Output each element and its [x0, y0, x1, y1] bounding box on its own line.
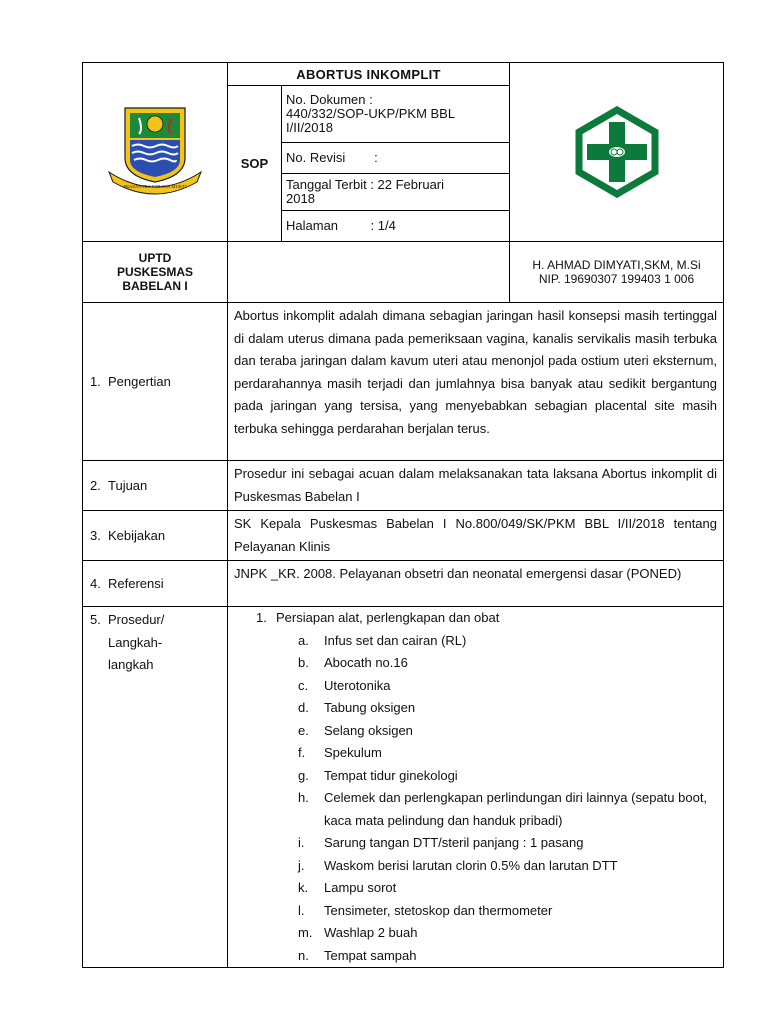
emblem-motto: PRASANTRA WIBAWA MUKTI: [123, 184, 187, 189]
list-item: [234, 900, 717, 923]
regency-emblem-icon: [103, 102, 207, 202]
section-text-tujuan: Prosedur ini sebagai acuan dalam melaksanakan tata laksana Abortus inkomplit di Puskesmas Babelan I: [228, 461, 724, 511]
list-item-letter: m.: [298, 925, 313, 940]
list-item-text: Tensimeter, stetoskop dan thermometer: [324, 902, 553, 918]
list-item-text: Uterotonika: [324, 677, 391, 693]
list-item-text: Infus set dan cairan (RL): [324, 632, 467, 648]
section-label-referensi: 4. Referensi: [83, 561, 228, 607]
list-item-text: Abocath no.16: [324, 655, 408, 670]
list-item-text: Tabung oksigen: [324, 700, 416, 715]
section-text-pengertian: Abortus inkomplit adalah dimana sebagian jaringan hasil konsepsi masih tertinggal di dalam uterus dimana pada pemeriksaan vagina, kanalis servikalis masih terbuka dan teraba jaringan dalam kavum uteri atau menonjol pada ostium uteri eksternum, perdarahannya masih terjadi dan jumlahnya bisa banyak atau sedikit bergantung pada jaringan yang tersisa, yang menyebabkan sebagian placental site masih terbuka sehingga perdarahan berjalan terus.: [228, 303, 724, 461]
document-title: ABORTUS INKOMPLIT: [228, 63, 510, 86]
list-item: [234, 675, 717, 698]
page-number: Halaman : 1/4: [282, 211, 510, 242]
org-line-1: UPTD: [138, 251, 172, 265]
signatory-nip: NIP. 19690307 199403 1 006: [538, 272, 695, 286]
section-label-tujuan: 2. Tujuan: [83, 461, 228, 511]
list-item: [234, 742, 717, 765]
list-item: [234, 787, 717, 832]
list-item: [234, 877, 717, 900]
list-item-letter: a.: [298, 632, 309, 648]
list-item: [234, 855, 717, 878]
section-text-kebijakan: SK Kepala Puskesmas Babelan I No.800/049/SK/PKM BBL I/II/2018 tentang Pelayanan Klinis: [228, 511, 724, 561]
procedure-content: [228, 607, 724, 968]
equipment-list: [234, 630, 717, 968]
section-label-pengertian: 1. Pengertian: [83, 303, 228, 461]
list-item-letter: g.: [298, 767, 309, 783]
list-item-letter: l.: [298, 902, 305, 918]
section-label-prosedur: 5. Prosedur/ Langkah- langkah: [83, 607, 228, 968]
section-text-referensi: JNPK _KR. 2008. Pelayanan obsetri dan neonatal emergensi dasar (PONED): [228, 561, 724, 607]
list-item-text: Washlap 2 buah: [324, 925, 418, 940]
revision-number: No. Revisi :: [282, 143, 510, 174]
section-label-kebijakan: 3. Kebijakan: [83, 511, 228, 561]
puskesmas-logo-icon: [571, 106, 663, 198]
regency-logo-cell: [83, 63, 228, 242]
list-item-text: Spekulum: [324, 745, 382, 760]
list-item-text: Selang oksigen: [324, 722, 413, 738]
signatory-block: [510, 242, 724, 303]
list-item: [234, 765, 717, 788]
list-item-letter: i.: [298, 835, 305, 850]
list-item-letter: c.: [298, 677, 309, 693]
list-item-letter: f.: [298, 745, 306, 760]
list-item: [234, 720, 717, 743]
list-item-letter: d.: [298, 700, 309, 715]
list-item: [234, 832, 717, 855]
list-item-letter: e.: [298, 722, 309, 738]
list-item-letter: j.: [298, 857, 305, 873]
organization-name: [83, 242, 228, 303]
list-item: [234, 697, 717, 720]
list-item: [234, 922, 717, 945]
list-item-text: Celemek dan perlengkapan perlindungan diri lainnya (sepatu boot, kaca mata pelindung dan handuk pribadi): [324, 790, 708, 828]
procedure-step-1: 1. Persiapan alat, perlengkapan dan obat: [256, 610, 500, 625]
issue-date: Tanggal Terbit : 22 Februari 2018: [282, 174, 510, 211]
list-item-text: Waskom berisi larutan clorin 0.5% dan larutan DTT: [324, 857, 618, 873]
sop-document-table: [82, 62, 724, 968]
list-item-text: Tempat sampah: [324, 947, 417, 963]
puskesmas-logo-cell: [510, 63, 724, 242]
list-item-letter: h.: [298, 790, 309, 805]
list-item-letter: n.: [298, 947, 309, 963]
org-line-3: BABELAN I: [122, 279, 188, 293]
org-line-2: PUSKESMAS: [116, 265, 193, 279]
list-item: [234, 652, 717, 675]
list-item: [234, 630, 717, 653]
sop-label: SOP: [228, 86, 282, 242]
list-item-text: Tempat tidur ginekologi: [324, 767, 458, 783]
list-item-text: Sarung tangan DTT/steril panjang : 1 pasang: [324, 835, 584, 850]
document-number: No. Dokumen : 440/332/SOP-UKP/PKM BBL I/II/2018: [282, 86, 510, 143]
list-item-letter: b.: [298, 655, 309, 670]
signatory-name: H. AHMAD DIMYATI,SKM, M.Si: [532, 258, 701, 272]
list-item: [234, 945, 717, 968]
blank-cell: [228, 242, 510, 303]
list-item-text: Lampu sorot: [324, 880, 397, 895]
list-item-letter: k.: [298, 880, 309, 895]
